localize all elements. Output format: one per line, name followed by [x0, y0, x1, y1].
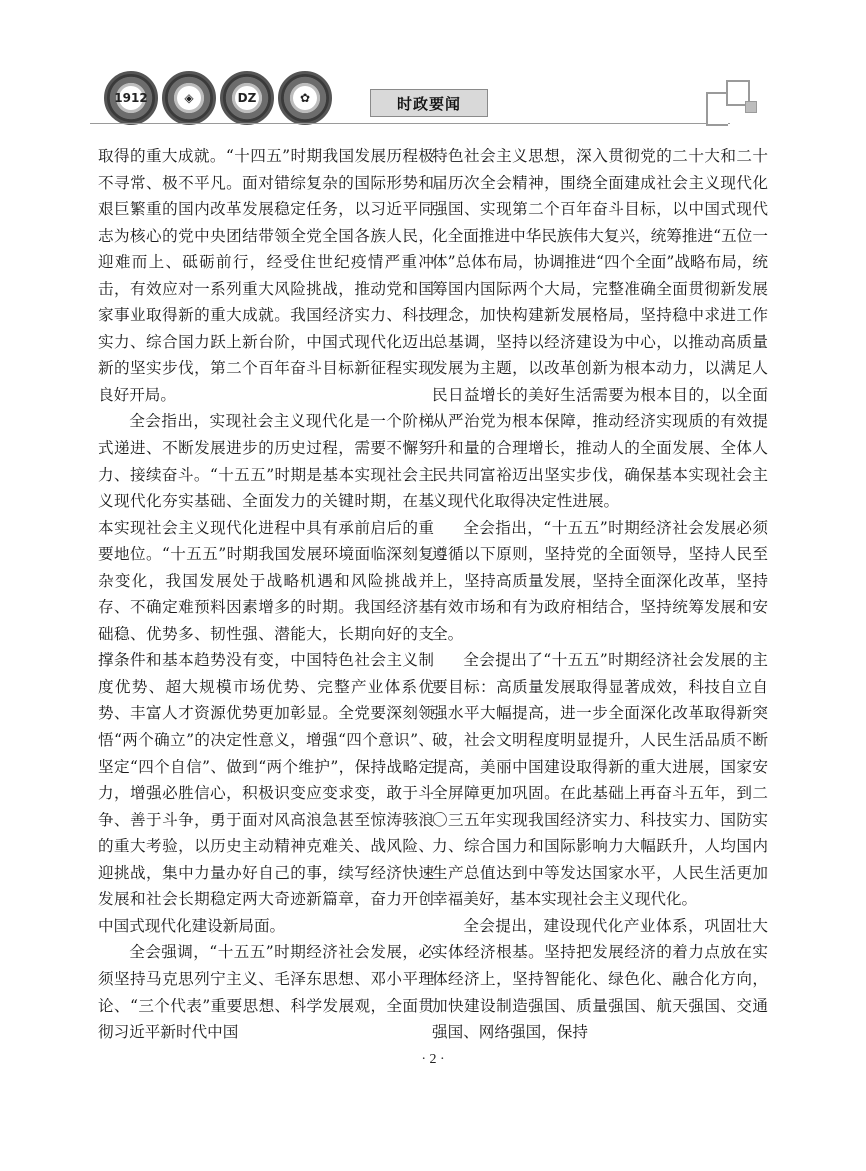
corner-ornament: [745, 101, 757, 113]
alumni-emblem-logo: ✿: [278, 71, 332, 125]
paragraph: 特色社会主义思想，深入贯彻党的二十大和二十届历次全会精神，围绕全面建成社会主义现代化强国、实现第二个百年奋斗目标，以中国式现代化全面推进中华民族伟大复兴，统筹推进“五位一体”总体布局，协调推进“四个全面”战略布局，统筹国内国际两个大局，完整准确全面贯彻新发展理念，加快构建新发展格局，坚持稳中求进工作总基调，坚持以经济建设为中心，以推动高质量发展为主题，以改革创新为根本动力，以满足人民日益增长的美好生活需要为根本目的，以全面从严治党为根本保障，推动经济实现质的有效提升和量的合理增长，推动人的全面发展、全体人民共同富裕迈出坚实步伐，确保基本实现社会主义现代化取得决定性进展。: [432, 147, 768, 511]
handshake-emblem-logo: ◈: [162, 71, 216, 125]
page-number: · 2 ·: [421, 1052, 445, 1067]
dz-emblem-logo: DZ: [220, 71, 274, 125]
page-header: [0, 0, 866, 140]
paragraph: 全会强调，“十五五”时期经济社会发展，必须坚持马克思列宁主义、毛泽东思想、邓小平理论、“三个代表”重要思想、科学发展观，全面贯彻习近平新时代中国: [98, 943, 434, 1042]
section-title: 时政要闻: [370, 89, 488, 117]
paragraph: 取得的重大成就。“十四五”时期我国发展历程极不寻常、极不平凡。面对错综复杂的国际形势和艰巨繁重的国内改革发展稳定任务，以习近平同志为核心的党中央团结带领全党全国各族人民，迎难而上、砥砺前行，经受住世纪疫情严重冲击，有效应对一系列重大风险挑战，推动党和国家事业取得新的重大成就。我国经济实力、科技实力、综合国力跃上新台阶，中国式现代化迈出新的坚实步伐，第二个百年奋斗目标新征程实现良好开局。: [98, 147, 434, 404]
paragraph: 全会提出，建设现代化产业体系，巩固壮大实体经济根基。坚持把发展经济的着力点放在实体经济上，坚持智能化、绿色化、融合化方向，加快建设制造强国、质量强国、航天强国、交通强国、网络强国，保持: [432, 916, 768, 1042]
paragraph: 全会指出，“十五五”时期经济社会发展必须遵循以下原则，坚持党的全面领导，坚持人民至上，坚持高质量发展，坚持全面深化改革，坚持有效市场和有为政府相结合，坚持统筹发展和安全。: [432, 518, 768, 643]
header-rule: [90, 123, 730, 124]
right-column: [432, 143, 768, 1046]
paragraph: 全会指出，实现社会主义现代化是一个阶梯式递进、不断发展进步的历史过程，需要不懈努力、接续奋斗。“十五五”时期是基本实现社会主义现代化夯实基础、全面发力的关键时期，在基本实现社会主义现代化进程中具有承前启后的重要地位。“十五五”时期我国发展环境面临深刻复杂变化，我国发展处于战略机遇和风险挑战并存、不确定难预料因素增多的时期。我国经济基础稳、优势多、韧性强、潜能大，长期向好的支撑条件和基本趋势没有变，中国特色社会主义制度优势、超大规模市场优势、完整产业体系优势、丰富人才资源优势更加彰显。全党要深刻领悟“两个确立”的决定性意义，增强“四个意识”、坚定“四个自信”、做到“两个维护”，保持战略定力，增强必胜信心，积极识变应变求变，敢于斗争、善于斗争，勇于面对风高浪急甚至惊涛骇浪的重大考验，以历史主动精神克难关、战风险、迎挑战，集中力量办好自己的事，续写经济快速发展和社会长期稳定两大奇迹新篇章，奋力开创中国式现代化建设新局面。: [98, 412, 434, 935]
university-seal-logo: 1912: [104, 71, 158, 125]
corner-ornament: [706, 92, 728, 126]
logo-row: [104, 71, 332, 131]
paragraph: 全会提出了“十五五”时期经济社会发展的主要目标：高质量发展取得显著成效，科技自立自强水平大幅提高，进一步全面深化改革取得新突破，社会文明程度明显提升，人民生活品质不断提高，美丽中国建设取得新的重大进展，国家安全屏障更加巩固。在此基础上再奋斗五年，到二〇三五年实现我国经济实力、科技实力、国防实力、综合国力和国际影响力大幅跃升，人均国内生产总值达到中等发达国家水平，人民生活更加幸福美好，基本实现社会主义现代化。: [432, 651, 768, 909]
left-column: [98, 143, 434, 1046]
